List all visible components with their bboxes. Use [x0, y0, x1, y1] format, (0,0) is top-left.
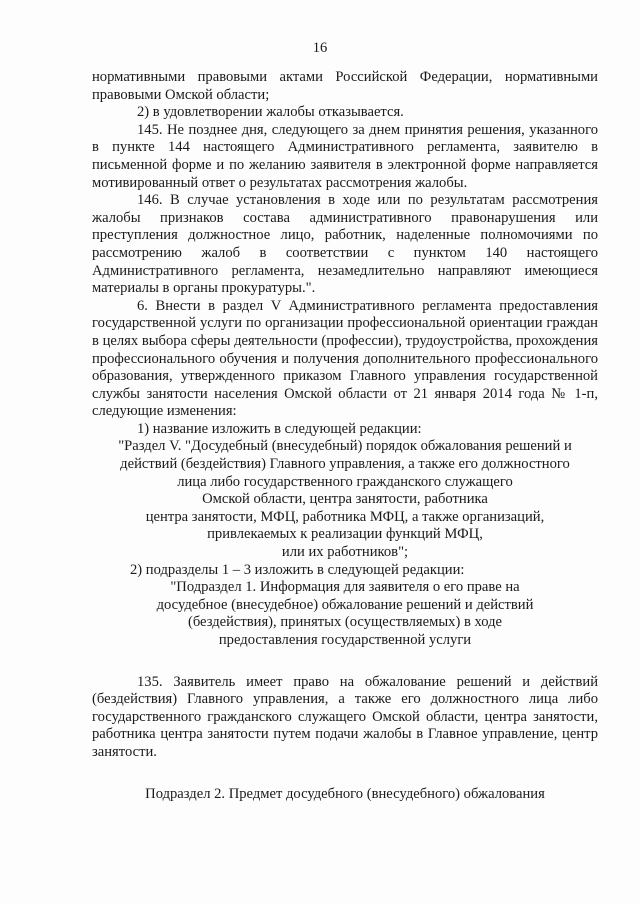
page-number: 16 — [312, 40, 328, 56]
paragraph-6: 6. Внести в раздел V Административного регламента предоставления государственной услуги по организации профессиональной ориентации граждан в целях выбора сферы деятельности (профессии), трудоустройства, прохождения профессионального обучения и получения дополнительного профессионального образования, утвержденного приказом Главного управления государственной службы занятости населения Омской области от 21 января 2014 года № 1-п, следующие изменения: — [92, 297, 598, 420]
subsection-title-line: досудебное (внесудебное) обжалование решений и действий — [156, 596, 534, 613]
subsection-title-line: предоставления государственной услуги — [218, 632, 472, 648]
paragraph-item-2: 2) в удовлетворении жалобы отказывается. — [137, 104, 404, 121]
subsection-title-line: (бездействия), принятых (осуществляемых) в ходе — [187, 614, 503, 631]
paragraph-146: 146. В случае установления в ходе или по результатам рассмотрения жалобы признаков состава административного правонарушения или преступления должностное лицо, работник, наделенные полномочиями по рассмотрению жалоб в соответствии с пунктом 140 настоящего Административного регламента, незамедлительно направляют имеющиеся материалы в органы прокуратуры.". — [92, 192, 598, 297]
subsection-1-title — [92, 579, 598, 649]
paragraph-145: 145. Не позднее дня, следующего за днем принятия решения, указанного в пункте 144 настоящего Административного регламента, заявителю в письменной форме и по желанию заявителя в электронной форме направляется мотивированный ответ о результатах рассмотрения жалобы. — [92, 121, 598, 191]
section-title-line: привлекаемых к реализации функций МФЦ, — [207, 526, 483, 543]
section-title-line: или их работников"; — [281, 544, 409, 561]
subsection-title-line: "Подраздел 1. Информация для заявителя о его праве на — [170, 579, 520, 596]
section-title-block — [92, 438, 598, 561]
paragraph-135: 135. Заявитель имеет право на обжалование решений и действий (бездействия) Главного управления, а также его должностного лица либо государственного гражданского служащего Омской области, центра занятости, работника центра занятости путем подачи жалобы в Главное управление, центр занятости. — [92, 673, 598, 760]
paragraph-subsections: 2) подразделы 1 – 3 изложить в следующей редакции: — [130, 561, 465, 578]
section-title-line: "Раздел V. "Досудебный (внесудебный) порядок обжалования решений и — [118, 438, 572, 455]
section-title-line: лица либо государственного гражданского служащего — [177, 473, 513, 490]
document-body — [92, 69, 598, 803]
section-title-line: действий (бездействия) Главного управления, а также его должностного — [120, 456, 570, 473]
paragraph-rename: 1) название изложить в следующей редакции: — [137, 420, 422, 437]
section-title-line: Омской области, центра занятости, работника — [202, 491, 488, 508]
section-title-line: центра занятости, МФЦ, работника МФЦ, а также организаций, — [145, 508, 545, 525]
paragraph-continuation: нормативными правовыми актами Российской Федерации, нормативными правовыми Омской области; — [92, 69, 598, 103]
subsection-2-title: Подраздел 2. Предмет досудебного (внесудебного) обжалования — [145, 785, 545, 802]
